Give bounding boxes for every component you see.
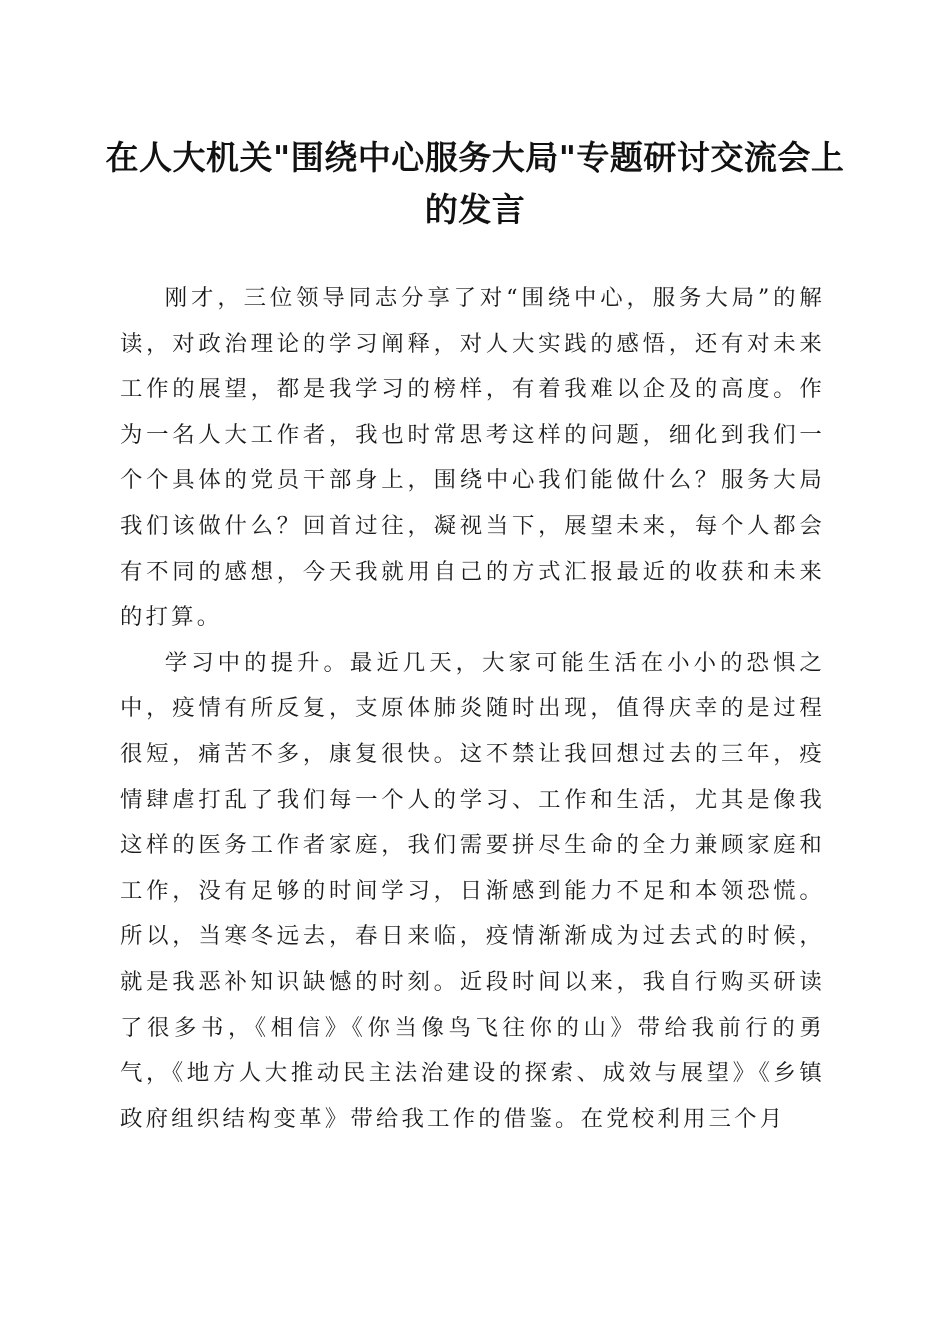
- document-body: [120, 276, 825, 1142]
- paragraph-2: 学习中的提升。最近几天，大家可能生活在小小的恐惧之中，疫情有所反复，支原体肺炎随时出现，值得庆幸的是过程很短，痛苦不多，康复很快。这不禁让我回想过去的三年，疫情肆虐打乱了我们每一个人的学习、工作和生活，尤其是像我这样的医务工作者家庭，我们需要拼尽生命的全力兼顾家庭和工作，没有足够的时间学习，日渐感到能力不足和本领恐慌。所以，当寒冬远去，春日来临，疫情渐渐成为过去式的时候，就是我恶补知识缺憾的时刻。近段时间以来，我自行购买研读了很多书，《相信》《你当像鸟飞往你的山》带给我前行的勇气，《地方人大推动民主法治建设的探索、成效与展望》《乡镇政府组织结构变革》带给我工作的借鉴。在党校利用三个月: [120, 649, 825, 1132]
- paragraph-1: 刚才，三位领导同志分享了对“围绕中心，服务大局”的解读，对政治理论的学习阐释，对人大实践的感悟，还有对未来工作的展望，都是我学习的榜样，有着我难以企及的高度。作为一名人大工作者，我也时常思考这样的问题，细化到我们一个个具体的党员干部身上，围绕中心我们能做什么？服务大局我们该做什么？回首过往，凝视当下，展望未来，每个人都会有不同的感想，今天我就用自己的方式汇报最近的收获和未来的打算。: [120, 285, 825, 631]
- document-title: 在人大机关"围绕中心服务大局"专题研讨交流会上的发言: [105, 138, 845, 229]
